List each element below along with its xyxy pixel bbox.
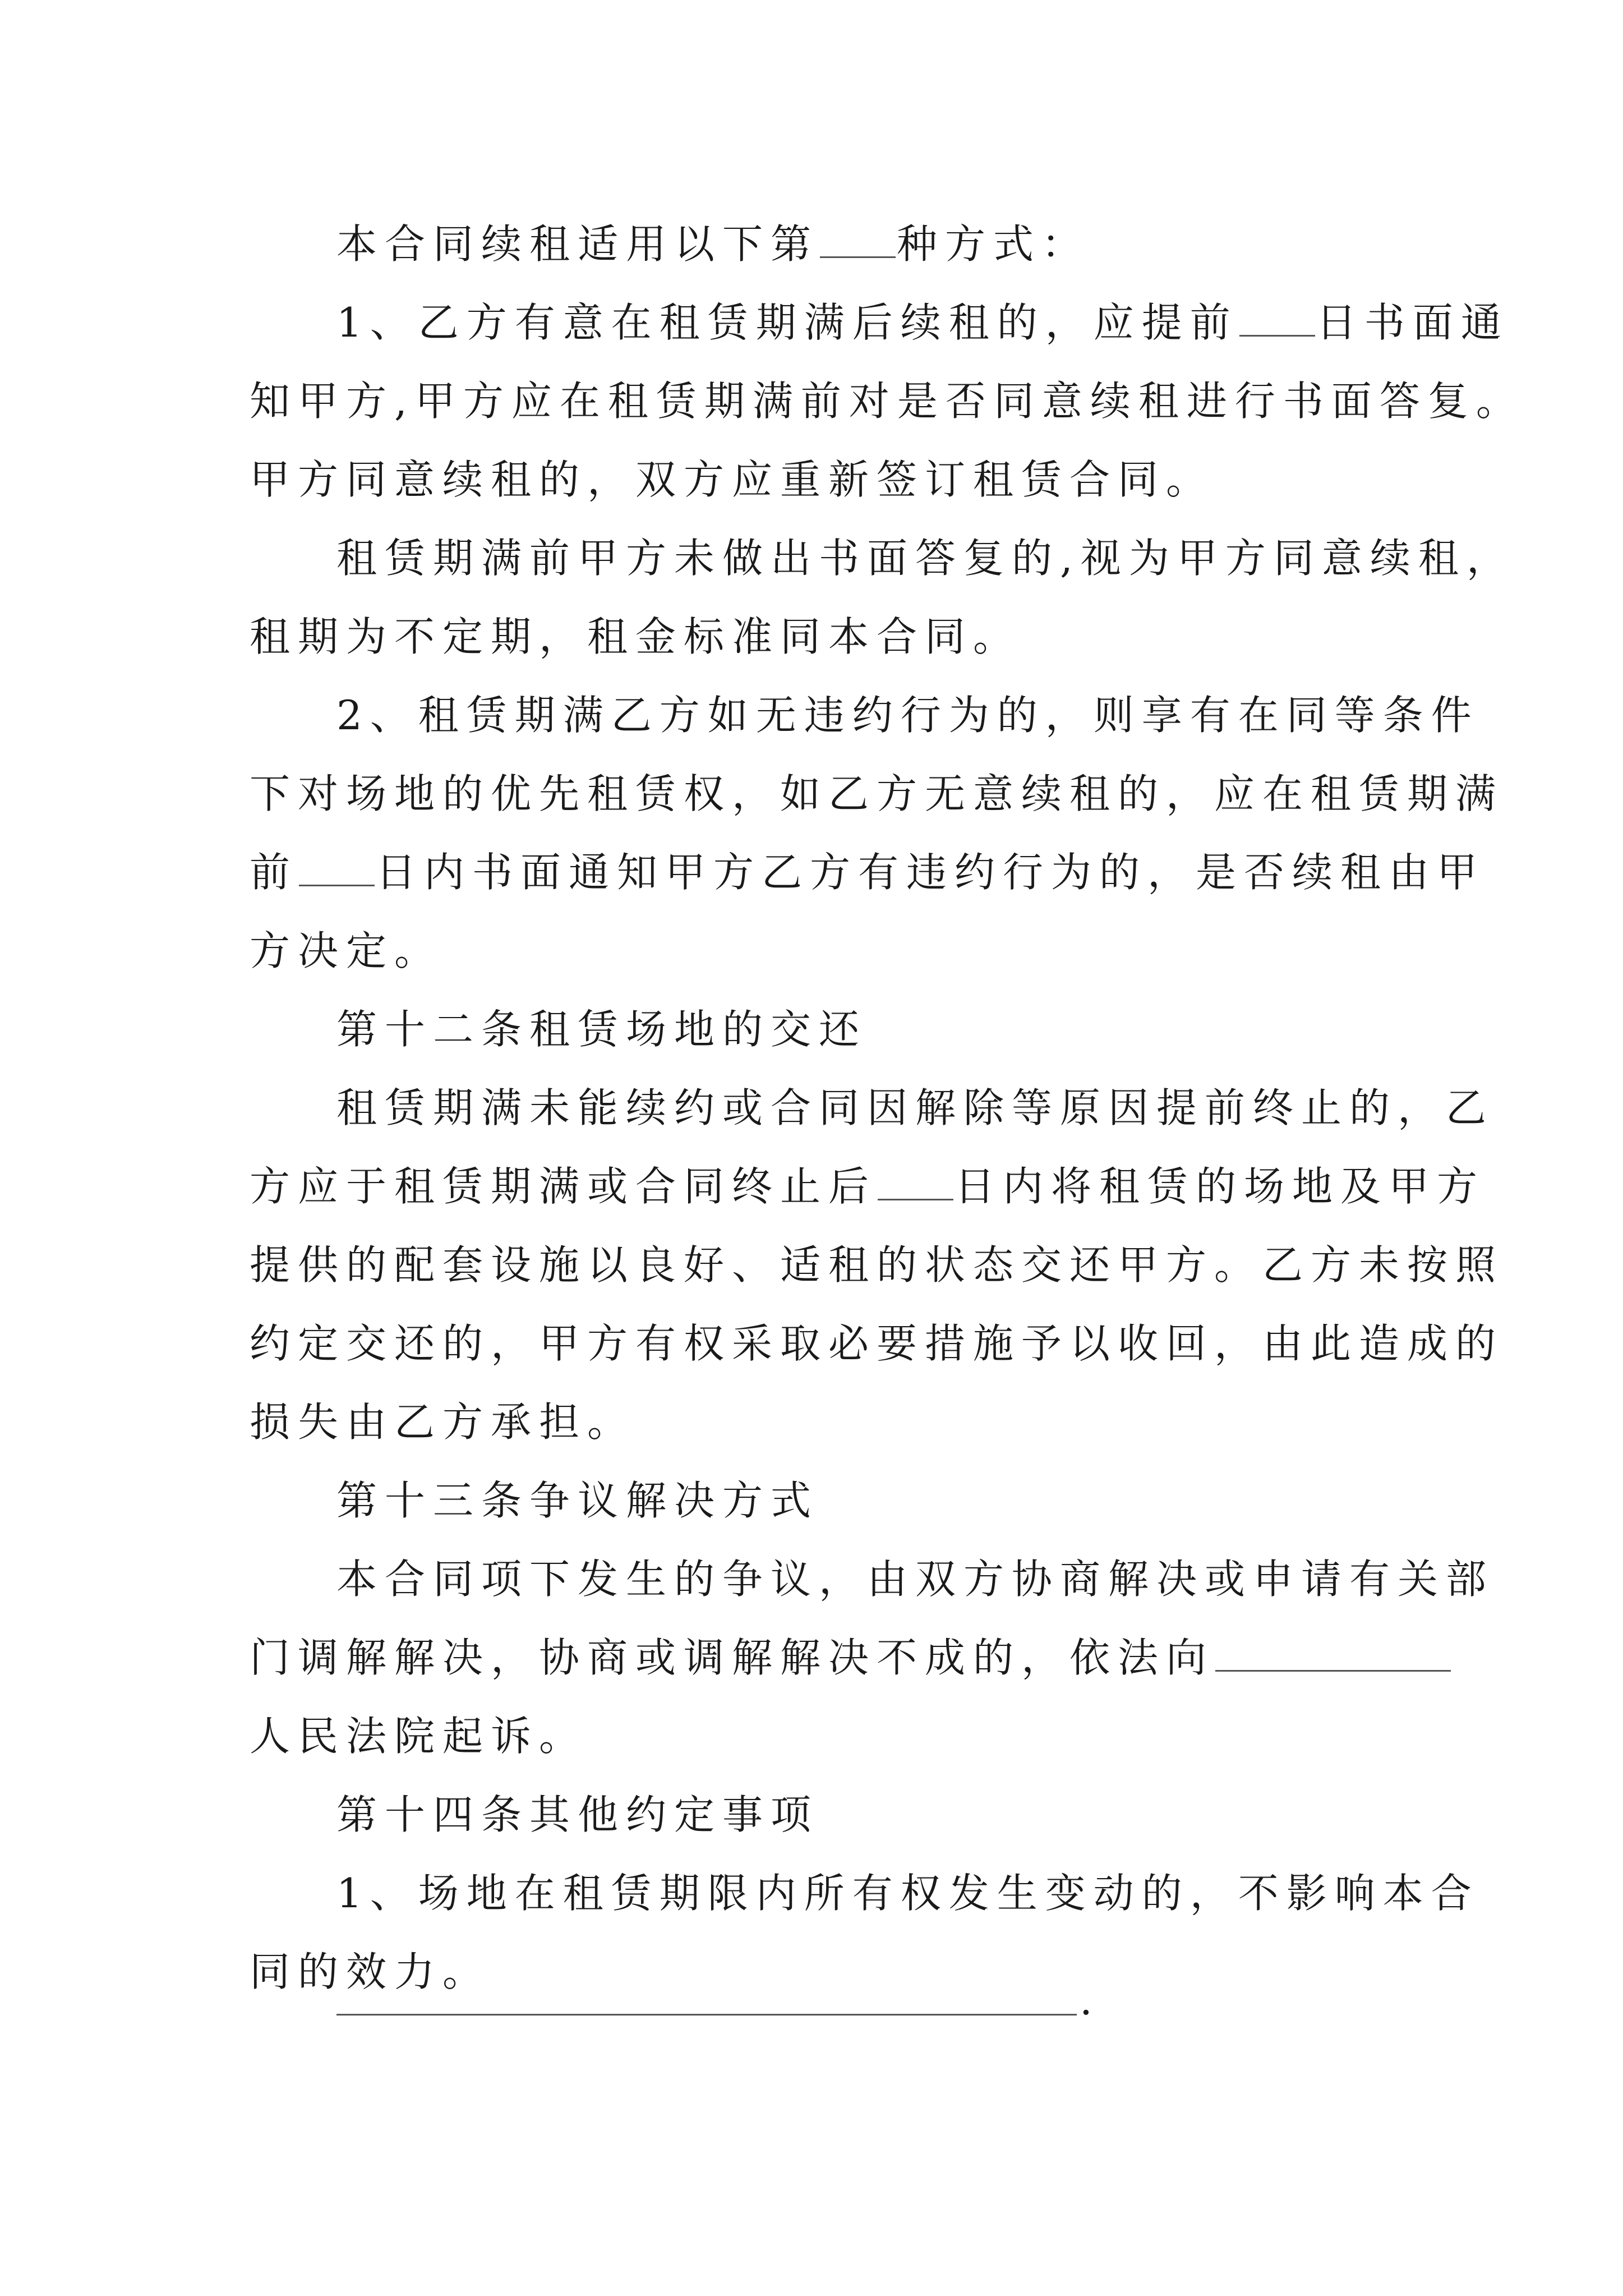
- text-segment: 知甲方,甲方应在租赁期满前对是否同意续租进行书面答复。: [250, 378, 1524, 425]
- fill-blank: [820, 256, 896, 258]
- renewal-method-line: [0, 213, 1623, 275]
- clause-1-line-1: [0, 292, 1623, 353]
- article-12-line-5: [0, 1391, 1623, 1453]
- text-segment: 损失由乙方承担。: [250, 1398, 636, 1446]
- text-segment: 种方式：: [897, 220, 1090, 268]
- text-segment: 同的效力。: [250, 1948, 491, 1995]
- article-14-heading: [0, 1784, 1623, 1846]
- article-12-heading: [0, 999, 1623, 1060]
- clause-2-line-3: [0, 841, 1623, 903]
- article-14-line-2: [0, 1941, 1623, 2003]
- article-13-heading: [0, 1470, 1623, 1531]
- text-segment: 日内书面通知甲方乙方有违约行为的，是否续租由甲: [376, 849, 1486, 896]
- section-heading: 第十三条争议解决方式: [336, 1477, 819, 1524]
- text-segment: 人民法院起诉。: [250, 1713, 588, 1760]
- clause-2-line-2: [0, 763, 1623, 825]
- text-segment: 甲方同意续租的，双方应重新签订租赁合同。: [250, 456, 1215, 503]
- article-12-line-4: [0, 1313, 1623, 1374]
- text-segment: 方应于租赁期满或合同终止后: [250, 1163, 877, 1210]
- article-12-line-1: [0, 1077, 1623, 1139]
- article-13-line-2: [0, 1627, 1623, 1688]
- clause-2-line-1: [0, 684, 1623, 746]
- text-segment: 约定交还的，甲方有权采取必要措施予以收回，由此造成的: [250, 1320, 1504, 1367]
- text-segment: 提供的配套设施以良好、适租的状态交还甲方。乙方未按照: [250, 1241, 1504, 1289]
- no-reply-line-1: [0, 527, 1623, 589]
- footer-mark: .: [1080, 1977, 1092, 2024]
- article-13-line-3: [0, 1705, 1623, 1767]
- text-segment: 租期为不定期，租金标准同本合同。: [250, 613, 1022, 660]
- text-segment: 本合同续租适用以下第: [336, 220, 819, 268]
- text-segment: 租赁期满未能续约或合同因解除等原因提前终止的，乙: [336, 1084, 1495, 1131]
- text-segment: 方决定。: [250, 927, 443, 974]
- text-segment: 日内将租赁的场地及甲方: [955, 1163, 1486, 1210]
- article-12-line-2: [0, 1156, 1623, 1217]
- text-segment: 门调解解决，协商或调解解决不成的，依法向: [250, 1634, 1215, 1681]
- fill-blank: [299, 885, 375, 886]
- text-segment: 租赁期满前甲方未做出书面答复的,视为甲方同意续租，: [336, 535, 1515, 582]
- clause-1-line-2: [0, 370, 1623, 432]
- text-segment: 1、乙方有意在租赁期满后续租的，应提前: [336, 299, 1238, 346]
- article-13-line-1: [0, 1548, 1623, 1610]
- section-heading: 第十四条其他约定事项: [336, 1791, 819, 1838]
- no-reply-line-2: [0, 606, 1623, 668]
- text-segment: 本合同项下发生的争议，由双方协商解决或申请有关部: [336, 1556, 1495, 1603]
- fill-blank: [878, 1199, 953, 1200]
- section-heading: 第十二条租赁场地的交还: [336, 1006, 868, 1053]
- court-name-blank: [1215, 1670, 1451, 1672]
- text-segment: 1、场地在租赁期限内所有权发生变动的，不影响本合: [336, 1870, 1479, 1917]
- article-12-line-3: [0, 1234, 1623, 1296]
- text-segment: 日书面通: [1316, 299, 1509, 346]
- text-segment: 下对场地的优先租赁权，如乙方无意续租的，应在租赁期满: [250, 770, 1504, 817]
- footer-rule: [336, 2014, 1077, 2016]
- clause-2-line-4: [0, 920, 1623, 982]
- fill-blank: [1239, 335, 1315, 337]
- article-14-line-1: [0, 1862, 1623, 1924]
- text-segment: 前: [250, 849, 298, 896]
- text-segment: 2、租赁期满乙方如无违约行为的，则享有在同等条件: [336, 692, 1479, 739]
- clause-1-line-3: [0, 449, 1623, 510]
